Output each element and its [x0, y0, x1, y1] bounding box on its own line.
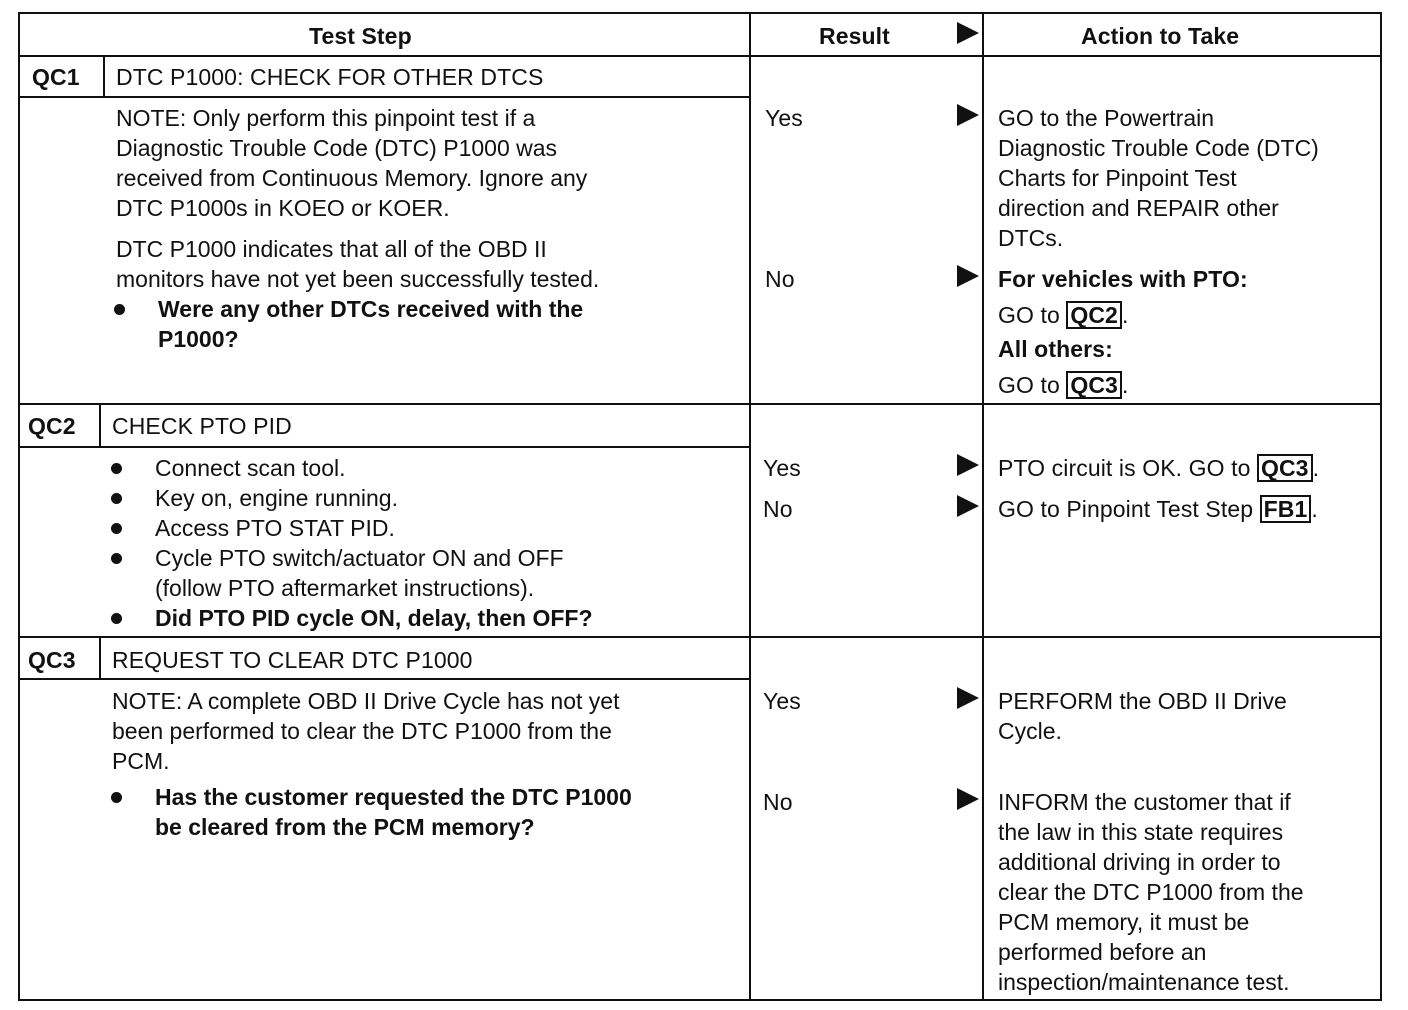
- qc3-bullet-text: Has the customer requested the DTC P1000 be cleared from the PCM memory?: [155, 784, 632, 840]
- qc3-reference-link[interactable]: QC3: [1257, 454, 1313, 482]
- qc3-reference-link[interactable]: QC3: [1066, 371, 1122, 399]
- qc3-no-arrow-icon: [957, 788, 979, 810]
- bullet-icon: [111, 493, 122, 504]
- header-test-step: Test Step: [309, 23, 412, 49]
- qc1-yes-arrow-icon: [957, 104, 979, 126]
- bullet-icon: [111, 553, 122, 564]
- qc3-step-title: REQUEST TO CLEAR DTC P1000: [112, 647, 473, 673]
- qc2-action-no: [998, 494, 1318, 524]
- table-border-left: [18, 12, 20, 1001]
- qc1-note: NOTE: Only perform this pinpoint test if a Diagnostic Trouble Code (DTC) P1000 was received from Continuous Memory. Ignore any DTC P1000s in KOEO or KOER.: [116, 105, 588, 221]
- bullet-icon: [111, 463, 122, 474]
- qc2-bullet-text: Connect scan tool.: [155, 455, 346, 481]
- qc2-title-underline: [18, 446, 751, 448]
- qc2-result-no: No: [763, 496, 793, 522]
- period: .: [1121, 302, 1129, 328]
- bullet-icon: [111, 792, 122, 803]
- qc1-paragraph: DTC P1000 indicates that all of the OBD II monitors have not yet been successfully tested.: [116, 236, 600, 292]
- qc3-result-yes: Yes: [763, 688, 801, 714]
- qc3-note: NOTE: A complete OBD II Drive Cycle has not yet been performed to clear the DTC P1000 from the PCM.: [112, 688, 620, 774]
- qc1-step-title: DTC P1000: CHECK FOR OTHER DTCS: [116, 64, 544, 90]
- qc3-action-yes: PERFORM the OBD II Drive Cycle.: [998, 688, 1287, 744]
- table-border-bottom: [18, 999, 1382, 1001]
- qc2-action-yes: [998, 453, 1319, 483]
- bullet-icon: [114, 304, 125, 315]
- bullet-icon: [111, 613, 122, 624]
- qc1-action-pto-prefix: GO to: [998, 302, 1060, 328]
- qc1-id-divider: [103, 55, 105, 98]
- bullet-icon: [111, 523, 122, 534]
- qc2-bullet-text: Did PTO PID cycle ON, delay, then OFF?: [155, 605, 593, 631]
- column-divider-action: [982, 12, 984, 1001]
- qc3-bullet-list: [111, 782, 632, 842]
- period: .: [1312, 455, 1320, 481]
- qc1-action-pto-label: For vehicles with PTO:: [998, 266, 1248, 292]
- qc1-title-underline: [18, 96, 751, 98]
- qc2-bullet-list: [111, 453, 593, 633]
- qc3-id-divider: [99, 636, 101, 680]
- header-action: Action to Take: [1081, 23, 1240, 49]
- qc2-bullet-4: [111, 543, 593, 603]
- qc1-step-id: QC1: [32, 64, 80, 90]
- qc2-action-yes-prefix: PTO circuit is OK. GO to: [998, 455, 1251, 481]
- qc2-action-no-prefix: GO to Pinpoint Test Step: [998, 496, 1254, 522]
- qc1-bottom-line: [18, 403, 1382, 405]
- qc1-no-arrow-icon: [957, 265, 979, 287]
- qc1-result-no: No: [765, 266, 795, 292]
- header-bottom-line: [18, 55, 1382, 57]
- table-border-right: [1380, 12, 1382, 1001]
- qc2-result-yes: Yes: [763, 455, 801, 481]
- qc2-no-arrow-icon: [957, 495, 979, 517]
- qc2-bullet-1: [111, 453, 593, 483]
- qc3-title-underline: [18, 678, 751, 680]
- qc2-bottom-line: [18, 636, 1382, 638]
- qc2-step-id: QC2: [28, 413, 76, 439]
- fb1-reference-link[interactable]: FB1: [1260, 495, 1312, 523]
- qc3-result-no: No: [763, 789, 793, 815]
- qc1-action-yes: GO to the Powertrain Diagnostic Trouble Code (DTC) Charts for Pinpoint Test direction and REPAIR other DTCs.: [998, 105, 1319, 251]
- qc2-id-divider: [99, 403, 101, 448]
- table-border-top: [18, 12, 1382, 14]
- qc3-action-no: INFORM the customer that if the law in this state requires additional driving in order to clear the DTC P1000 from the PCM memory, it must be performed before an inspection/maintenance test.: [998, 789, 1304, 995]
- qc1-bullet-list: [114, 294, 583, 354]
- header-arrow-icon: [957, 22, 979, 44]
- qc2-reference-link[interactable]: QC2: [1066, 301, 1122, 329]
- qc1-bullet-text: Were any other DTCs received with the P1000?: [158, 296, 584, 352]
- qc3-yes-arrow-icon: [957, 687, 979, 709]
- qc2-bullet-2: [111, 483, 593, 513]
- qc2-bullet-5: [111, 603, 593, 633]
- qc3-bullet-question: [111, 782, 632, 842]
- qc1-bullet-question: [114, 294, 583, 354]
- qc1-action-others-prefix: GO to: [998, 372, 1060, 398]
- column-divider-result: [749, 12, 751, 1001]
- qc2-bullet-text: Key on, engine running.: [155, 485, 398, 511]
- qc1-result-yes: Yes: [765, 105, 803, 131]
- header-result: Result: [819, 23, 890, 49]
- qc1-action-others-goto: [998, 370, 1128, 400]
- qc1-action-others-label: All others:: [998, 336, 1113, 362]
- qc2-yes-arrow-icon: [957, 454, 979, 476]
- period: .: [1121, 372, 1129, 398]
- qc2-bullet-3: [111, 513, 593, 543]
- qc2-bullet-text: Cycle PTO switch/actuator ON and OFF (follow PTO aftermarket instructions).: [155, 545, 564, 601]
- qc1-action-pto-goto: [998, 300, 1128, 330]
- qc3-step-id: QC3: [28, 647, 76, 673]
- qc2-bullet-text: Access PTO STAT PID.: [155, 515, 395, 541]
- period: .: [1311, 496, 1318, 522]
- qc2-step-title: CHECK PTO PID: [112, 413, 292, 439]
